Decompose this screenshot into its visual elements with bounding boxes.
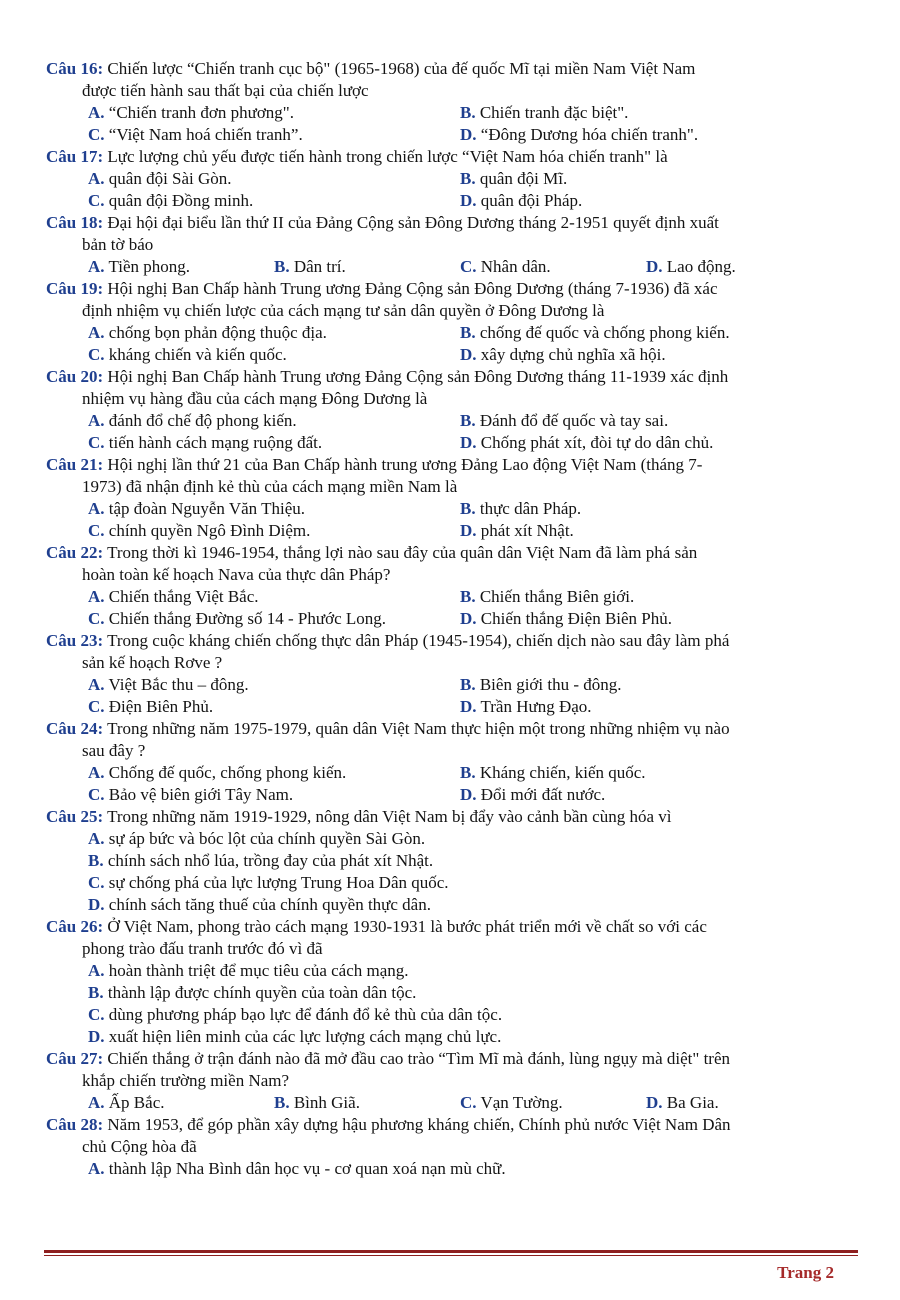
- option-text: chống đế quốc và chống phong kiến.: [475, 323, 730, 342]
- answer-option: [460, 1092, 646, 1114]
- question-list: [46, 58, 866, 1180]
- option-letter: D.: [460, 125, 477, 144]
- question-text-continued: hoàn toàn kế hoạch Nava của thực dân Pháp?: [82, 565, 391, 584]
- question-stem: [46, 454, 866, 476]
- question-text: Hội nghị Ban Chấp hành Trung ương Đảng Cộng sản Đông Dương tháng 11-1939 xác định: [103, 367, 729, 386]
- answer-option: [88, 432, 460, 454]
- option-letter: B.: [460, 587, 476, 606]
- question-number: Câu 28:: [46, 1115, 104, 1134]
- option-text: tiến hành cách mạng ruộng đất.: [104, 433, 323, 452]
- question-number: Câu 21:: [46, 455, 104, 474]
- option-letter: B.: [460, 411, 476, 430]
- question-text: Đại hội đại biểu lần thứ II của Đảng Cộng sản Đông Dương tháng 2-1951 quyết định xuất: [103, 213, 719, 232]
- question-text-continued: bản tờ báo: [82, 235, 154, 254]
- option-letter: A.: [88, 763, 105, 782]
- option-letter: C.: [88, 1005, 105, 1024]
- option-text: Biên giới thu - đông.: [475, 675, 622, 694]
- option-letter: C.: [88, 345, 105, 364]
- answer-option: [88, 784, 460, 806]
- question-number: Câu 19:: [46, 279, 104, 298]
- option-text: Vạn Tường.: [476, 1093, 563, 1112]
- answer-option: [88, 344, 460, 366]
- answer-option: [460, 124, 832, 146]
- option-letter: D.: [460, 433, 477, 452]
- options-row: [46, 586, 866, 608]
- answer-option: [460, 696, 832, 718]
- option-text: thực dân Pháp.: [475, 499, 582, 518]
- question-stem: [46, 146, 866, 168]
- option-text: quân đội Mĩ.: [475, 169, 568, 188]
- answer-option: [460, 762, 832, 784]
- question-stem: [46, 58, 866, 80]
- answer-option: [460, 322, 832, 344]
- question-stem: [46, 1048, 866, 1070]
- answer-option: [88, 410, 460, 432]
- answer-option: [646, 256, 832, 278]
- option-text: Đánh đổ đế quốc và tay sai.: [475, 411, 669, 430]
- question-stem: [46, 1114, 866, 1136]
- answer-option: [46, 1158, 866, 1180]
- question-stem: [46, 916, 866, 938]
- question-text: Ở Việt Nam, phong trào cách mạng 1930-1931 là bước phát triển mới về chất so với các: [103, 917, 707, 936]
- option-letter: C.: [88, 433, 105, 452]
- option-text: Lao động.: [662, 257, 736, 276]
- options-row: [46, 344, 866, 366]
- option-letter: A.: [88, 103, 105, 122]
- option-letter: A.: [88, 323, 105, 342]
- option-text: Chiến thắng Việt Bắc.: [104, 587, 259, 606]
- option-letter: B.: [88, 983, 104, 1002]
- option-text: Việt Bắc thu – đông.: [104, 675, 249, 694]
- option-letter: D.: [646, 257, 663, 276]
- option-text: “Việt Nam hoá chiến tranh”.: [104, 125, 303, 144]
- question-text: Chiến lược “Chiến tranh cục bộ" (1965-1968) của đế quốc Mĩ tại miền Nam Việt Nam: [103, 59, 696, 78]
- question-number: Câu 27:: [46, 1049, 104, 1068]
- question-text: Chiến thắng ở trận đánh nào đã mở đầu cao trào “Tìm Mĩ mà đánh, lùng ngụy mà diệt" trên: [103, 1049, 730, 1068]
- question-stem: [46, 366, 866, 388]
- answer-option: [274, 1092, 460, 1114]
- option-letter: D.: [460, 785, 477, 804]
- options-row: [46, 168, 866, 190]
- question-text: Trong thời kì 1946-1954, thắng lợi nào sau đây của quân dân Việt Nam đã làm phá sản: [103, 543, 698, 562]
- option-letter: C.: [88, 785, 105, 804]
- question-stem: [46, 718, 866, 740]
- option-letter: D.: [460, 697, 477, 716]
- question-stem: [46, 630, 866, 652]
- question-block: [46, 1114, 866, 1180]
- option-text: sự chống phá của lực lượng Trung Hoa Dân quốc.: [104, 873, 449, 892]
- option-text: Tiền phong.: [104, 257, 191, 276]
- question-text: Trong những năm 1975-1979, quân dân Việt Nam thực hiện một trong những nhiệm vụ nào: [103, 719, 730, 738]
- option-letter: C.: [460, 1093, 477, 1112]
- answer-option: [460, 520, 832, 542]
- answer-option: [88, 498, 460, 520]
- option-letter: A.: [88, 169, 105, 188]
- question-number: Câu 24:: [46, 719, 104, 738]
- question-number: Câu 18:: [46, 213, 104, 232]
- question-block: [46, 630, 866, 718]
- question-block: [46, 146, 866, 212]
- option-text: thành lập được chính quyền của toàn dân tộc.: [103, 983, 417, 1002]
- option-letter: C.: [88, 521, 105, 540]
- answer-option: [460, 102, 832, 124]
- answer-option: [88, 696, 460, 718]
- question-block: [46, 278, 866, 366]
- option-letter: B.: [460, 499, 476, 518]
- question-text: Trong những năm 1919-1929, nông dân Việt Nam bị đẩy vào cảnh bần cùng hóa vì: [103, 807, 672, 826]
- option-text: chính sách tăng thuế của chính quyền thực dân.: [104, 895, 431, 914]
- option-letter: C.: [88, 697, 105, 716]
- question-stem: [46, 278, 866, 300]
- options-row: [46, 608, 866, 630]
- option-letter: B.: [460, 103, 476, 122]
- question-text-continued: khắp chiến trường miền Nam?: [82, 1071, 290, 1090]
- question-text-continued: nhiệm vụ hàng đầu của cách mạng Đông Dương là: [82, 389, 428, 408]
- option-text: Dân trí.: [289, 257, 346, 276]
- option-text: tập đoàn Nguyễn Văn Thiệu.: [104, 499, 306, 518]
- question-text: Trong cuộc kháng chiến chống thực dân Pháp (1945-1954), chiến dịch nào sau đây làm phá: [103, 631, 730, 650]
- answer-option: [646, 1092, 832, 1114]
- option-letter: B.: [460, 763, 476, 782]
- options-row: [46, 674, 866, 696]
- question-text: Hội nghị lần thứ 21 của Ban Chấp hành trung ương Đảng Lao động Việt Nam (tháng 7-: [103, 455, 703, 474]
- answer-option: [460, 410, 832, 432]
- option-letter: D.: [460, 521, 477, 540]
- question-text: Hội nghị Ban Chấp hành Trung ương Đảng Cộng sản Đông Dương (tháng 7-1936) đã xác: [103, 279, 718, 298]
- option-letter: A.: [88, 587, 105, 606]
- answer-option: [88, 124, 460, 146]
- option-text: Chiến thắng Đường số 14 - Phước Long.: [104, 609, 387, 628]
- option-letter: B.: [460, 323, 476, 342]
- option-text: Chiến thắng Biên giới.: [475, 587, 635, 606]
- options-row: [46, 322, 866, 344]
- answer-option: [46, 894, 866, 916]
- answer-option: [46, 850, 866, 872]
- question-number: Câu 22:: [46, 543, 104, 562]
- option-text: Chống đế quốc, chống phong kiến.: [104, 763, 347, 782]
- footer-divider: [44, 1250, 858, 1256]
- answer-option: [460, 168, 832, 190]
- answer-option: [46, 960, 866, 982]
- answer-option: [460, 784, 832, 806]
- options-row: [46, 102, 866, 124]
- option-text: Điện Biên Phủ.: [104, 697, 214, 716]
- option-text: Trần Hưng Đạo.: [476, 697, 592, 716]
- option-letter: C.: [460, 257, 477, 276]
- answer-option: [88, 674, 460, 696]
- option-letter: B.: [460, 169, 476, 188]
- option-text: quân đội Sài Gòn.: [104, 169, 232, 188]
- option-letter: A.: [88, 961, 105, 980]
- question-block: [46, 806, 866, 916]
- option-text: xây dựng chủ nghĩa xã hội.: [476, 345, 666, 364]
- option-letter: C.: [88, 609, 105, 628]
- answer-option: [88, 520, 460, 542]
- options-row: [46, 190, 866, 212]
- answer-option: [88, 762, 460, 784]
- options-row: [46, 520, 866, 542]
- question-text-continued: được tiến hành sau thất bại của chiến lược: [82, 81, 369, 100]
- answer-option: [46, 828, 866, 850]
- option-letter: D.: [460, 345, 477, 364]
- option-letter: D.: [88, 1027, 105, 1046]
- option-text: sự áp bức và bóc lột của chính quyền Sài Gòn.: [104, 829, 426, 848]
- answer-option: [460, 256, 646, 278]
- option-text: quân đội Pháp.: [476, 191, 583, 210]
- option-letter: D.: [460, 191, 477, 210]
- option-text: đánh đổ chế độ phong kiến.: [104, 411, 297, 430]
- option-text: hoàn thành triệt để mục tiêu của cách mạng.: [104, 961, 409, 980]
- answer-option: [88, 168, 460, 190]
- option-text: Bình Giã.: [289, 1093, 360, 1112]
- option-text: Đổi mới đất nước.: [476, 785, 606, 804]
- answer-option: [46, 872, 866, 894]
- options-row: [46, 784, 866, 806]
- option-text: Ba Gia.: [662, 1093, 719, 1112]
- question-block: [46, 366, 866, 454]
- option-letter: A.: [88, 1093, 105, 1112]
- option-text: chính sách nhổ lúa, trồng đay của phát xít Nhật.: [103, 851, 434, 870]
- question-text-continued: phong trào đấu tranh trước đó vì đã: [82, 939, 323, 958]
- option-letter: D.: [88, 895, 105, 914]
- question-block: [46, 916, 866, 1048]
- option-text: Chiến thắng Điện Biên Phủ.: [476, 609, 673, 628]
- option-text: Ấp Bắc.: [104, 1093, 165, 1112]
- option-letter: C.: [88, 125, 105, 144]
- answer-option: [460, 190, 832, 212]
- question-block: [46, 1048, 866, 1114]
- option-text: phát xít Nhật.: [476, 521, 574, 540]
- option-letter: B.: [274, 1093, 290, 1112]
- options-row: [46, 1092, 866, 1114]
- answer-option: [460, 674, 832, 696]
- option-text: “Chiến tranh đơn phương".: [104, 103, 294, 122]
- question-block: [46, 212, 866, 278]
- question-text-continued: sau đây ?: [82, 741, 146, 760]
- question-text-continued: 1973) đã nhận định kẻ thù của cách mạng miền Nam là: [82, 477, 458, 496]
- option-letter: A.: [88, 829, 105, 848]
- option-letter: B.: [460, 675, 476, 694]
- answer-option: [460, 498, 832, 520]
- option-letter: C.: [88, 873, 105, 892]
- option-letter: D.: [646, 1093, 663, 1112]
- option-text: chính quyền Ngô Đình Diệm.: [104, 521, 311, 540]
- question-block: [46, 542, 866, 630]
- options-row: [46, 762, 866, 784]
- question-block: [46, 58, 866, 146]
- answer-option: [88, 586, 460, 608]
- answer-option: [88, 256, 274, 278]
- options-row: [46, 410, 866, 432]
- page-number: Trang 2: [777, 1263, 834, 1282]
- option-letter: C.: [88, 191, 105, 210]
- question-block: [46, 718, 866, 806]
- question-number: Câu 16:: [46, 59, 104, 78]
- option-text: quân đội Đồng minh.: [104, 191, 254, 210]
- answer-option: [46, 982, 866, 1004]
- answer-option: [460, 586, 832, 608]
- option-letter: A.: [88, 257, 105, 276]
- option-text: xuất hiện liên minh của các lực lượng cách mạng chủ lực.: [104, 1027, 502, 1046]
- answer-option: [88, 102, 460, 124]
- question-stem: [46, 212, 866, 234]
- option-text: Bảo vệ biên giới Tây Nam.: [104, 785, 294, 804]
- option-text: dùng phương pháp bạo lực để đánh đổ kẻ thù của dân tộc.: [104, 1005, 503, 1024]
- options-row: [46, 432, 866, 454]
- question-stem: [46, 806, 866, 828]
- question-number: Câu 20:: [46, 367, 104, 386]
- question-number: Câu 25:: [46, 807, 104, 826]
- option-text: Nhân dân.: [476, 257, 551, 276]
- option-text: Chống phát xít, đòi tự do dân chủ.: [476, 433, 714, 452]
- option-letter: D.: [460, 609, 477, 628]
- question-text-continued: định nhiệm vụ chiến lược của cách mạng tư sản dân quyền ở Đông Dương là: [82, 301, 605, 320]
- options-row: [46, 256, 866, 278]
- options-row: [46, 124, 866, 146]
- option-text: chống bọn phản động thuộc địa.: [104, 323, 327, 342]
- question-text-continued: sản kế hoạch Rơve ?: [82, 653, 223, 672]
- question-block: [46, 454, 866, 542]
- question-stem: [46, 542, 866, 564]
- option-letter: A.: [88, 499, 105, 518]
- options-row: [46, 498, 866, 520]
- option-letter: B.: [88, 851, 104, 870]
- answer-option: [460, 608, 832, 630]
- question-number: Câu 26:: [46, 917, 104, 936]
- question-text-continued: chủ Cộng hòa đã: [82, 1137, 197, 1156]
- option-letter: A.: [88, 411, 105, 430]
- answer-option: [88, 190, 460, 212]
- answer-option: [88, 322, 460, 344]
- answer-option: [88, 608, 460, 630]
- answer-option: [460, 344, 832, 366]
- option-text: thành lập Nha Bình dân học vụ - cơ quan xoá nạn mù chữ.: [104, 1159, 506, 1178]
- question-number: Câu 17:: [46, 147, 104, 166]
- options-row: [46, 696, 866, 718]
- option-text: Kháng chiến, kiến quốc.: [475, 763, 646, 782]
- option-text: kháng chiến và kiến quốc.: [104, 345, 287, 364]
- option-text: Chiến tranh đặc biệt".: [475, 103, 629, 122]
- answer-option: [46, 1026, 866, 1048]
- option-letter: A.: [88, 1159, 105, 1178]
- answer-option: [88, 1092, 274, 1114]
- answer-option: [46, 1004, 866, 1026]
- answer-option: [274, 256, 460, 278]
- option-letter: B.: [274, 257, 290, 276]
- answer-option: [460, 432, 832, 454]
- question-number: Câu 23:: [46, 631, 104, 650]
- option-text: “Đông Dương hóa chiến tranh".: [476, 125, 699, 144]
- option-letter: A.: [88, 675, 105, 694]
- question-text: Lực lượng chủ yếu được tiến hành trong chiến lược “Việt Nam hóa chiến tranh" là: [103, 147, 668, 166]
- question-text: Năm 1953, để góp phần xây dựng hậu phương kháng chiến, Chính phủ nước Việt Nam Dân: [103, 1115, 731, 1134]
